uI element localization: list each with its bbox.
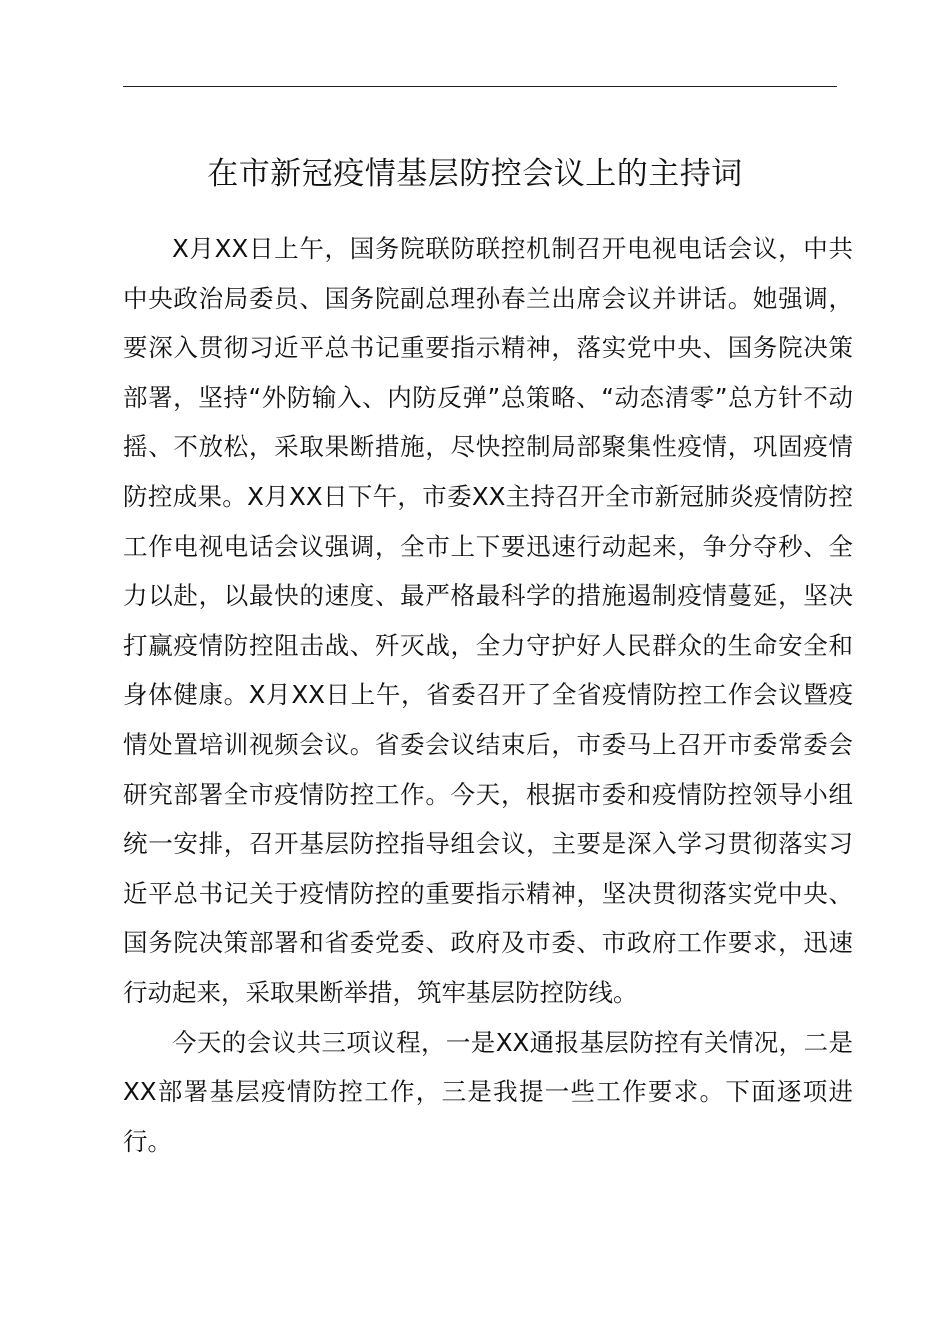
document-body	[123, 224, 853, 1166]
header-rule	[123, 86, 837, 87]
paragraph: 今天的会议共三项议程，一是XX通报基层防控有关情况，二是XX部署基层疫情防控工作，三是我提一些工作要求。下面逐项进行。	[123, 1027, 853, 1156]
document-title: 在市新冠疫情基层防控会议上的主持词	[207, 156, 743, 192]
paragraph: X月XX日上午，国务院联防联控机制召开电视电话会议，中共中央政治局委员、国务院副总理孙春兰出席会议并讲话。她强调，要深入贯彻习近平总书记重要指示精神，落实党中央、国务院决策部署，坚持“外防输入、内防反弹”总策略、“动态清零”总方针不动摇、不放松，采取果断措施，尽快控制局部聚集性疫情，巩固疫情防控成果。X月XX日下午，市委XX主持召开全市新冠肺炎疫情防控工作电视电话会议强调，全市上下要迅速行动起来，争分夺秒、全力以赴，以最快的速度、最严格最科学的措施遏制疫情蔓延，坚决打赢疫情防控阻击战、歼灭战，全力守护好人民群众的生命安全和身体健康。X月XX日上午，省委召开了全省疫情防控工作会议暨疫情处置培训视频会议。省委会议结束后，市委马上召开市委常委会研究部署全市疫情防控工作。今天，根据市委和疫情防控领导小组统一安排，召开基层防控指导组会议，主要是深入学习贯彻落实习近平总书记关于疫情防控的重要指示精神，坚决贯彻落实党中央、国务院决策部署和省委党委、政府及市委、市政府工作要求，迅速行动起来，采取果断举措，筑牢基层防控防线。	[123, 234, 853, 1007]
